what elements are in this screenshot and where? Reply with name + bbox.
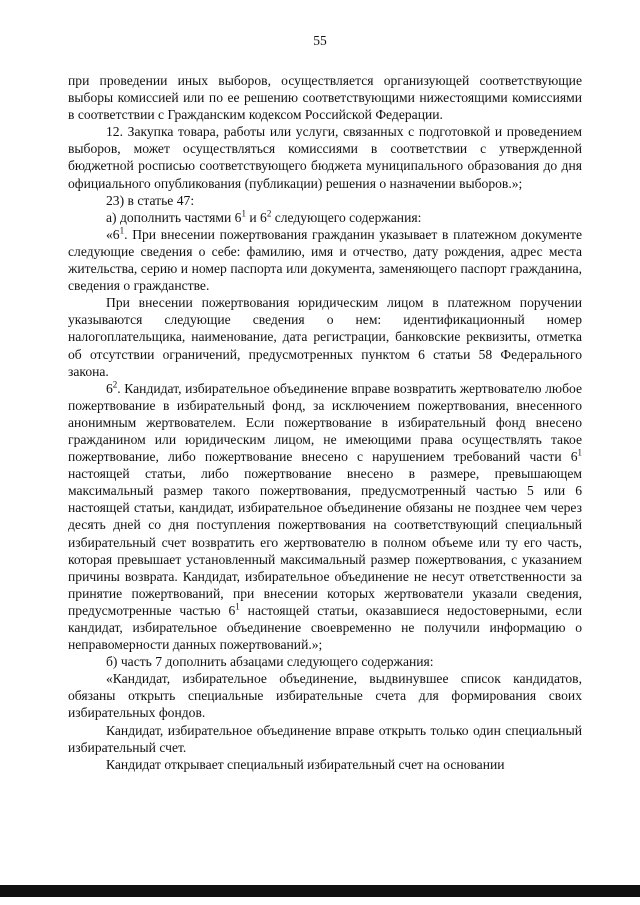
scan-border-bar — [0, 885, 640, 897]
paragraph-one-account: Кандидат, избирательное объединение вправе открыть только один специальный избирательный счет. — [68, 722, 582, 755]
paragraph-open-account: Кандидат открывает специальный избирательный счет на основании — [106, 756, 505, 772]
paragraph-continuation: при проведении иных выборов, осуществляется организующей соответствующие выборы комиссией или по ее решению соответствующими нижестоящими комиссиями в соответствии с Гражданским кодексом Российской Федерации. — [68, 73, 582, 123]
text-span: . При внесении пожертвования гражданин указывает в платежном документе следующие сведения о себе: фамилию, имя и отчество, дату рождения, адрес места жительства, серию и номер паспорта или документа, заменяющего паспорт гражданина, сведения о гражданстве. — [68, 226, 582, 294]
text-span: а) дополнить частями 6 — [106, 209, 242, 225]
text-span: 6 — [106, 380, 113, 396]
superscript: 2 — [266, 208, 272, 219]
paragraph-item-23: 23) в статье 47: — [106, 192, 195, 208]
text-span: . Кандидат, избирательное объединение вправе возвратить жертвователю любое пожертвование в избирательный фонд, за исключением пожертвования, внесенного анонимным жертвователем. Если пожертвование в избирательный фонд внесено гражданином или юридическим лицом, не имеющими права осуществлять такое пожертвование, либо пожертвование внесено с нарушением требований части 6 — [68, 380, 582, 465]
paragraph-quote-start: «Кандидат, избирательное объединение, выдвинувшее список кандидатов, обязаны открыть специальные избирательные счета для формирования своих избирательных фондов. — [68, 671, 582, 721]
paragraph-subitem-a — [68, 209, 582, 226]
text-span: настоящей статьи, оказавшиеся недостоверными, если кандидат, избирательное объединение своевременно не получили информацию о неправомерности данных пожертвований.»; — [68, 602, 583, 653]
paragraph-item-12: 12. Закупка товара, работы или услуги, связанных с подготовкой и проведением выборов, может осуществляться комиссиями в соответствии с утвержденной бюджетной росписью соответствующего бюджета муниципального образования до дня официального опубликования (публикации) решения о назначении выборов.»; — [68, 124, 582, 191]
text-span: настоящей статьи, либо пожертвование внесено в размере, превышающем максимальный размер такого пожертвования, предусмотренный частью 5 или 6 настоящей статьи, кандидат, избирательное объединение обязаны не позднее чем через десять дней со дня поступления пожертвования на соответствующий специальный избирательный счет возвратить его жертвователю в полном объеме или ту его часть, которая превышает установленный максимальный размер пожертвования, с указанием причины возврата. Кандидат, избирательное объединение не несут ответственности за принятие пожертвований, при внесении которых жертвователи указали сведения, предусмотренные частью 6 — [68, 466, 582, 618]
paragraph-subitem-b: б) часть 7 дополнить абзацами следующего содержания: — [106, 654, 434, 670]
paragraph-part-6-1 — [68, 226, 582, 294]
superscript: 1 — [577, 447, 582, 458]
superscript: 2 — [112, 379, 118, 390]
superscript: 1 — [241, 208, 246, 219]
superscript: 1 — [119, 225, 125, 236]
page-number: 55 — [313, 33, 327, 48]
text-span: следующего содержания: — [271, 209, 422, 225]
document-body — [68, 72, 582, 773]
text-span: «6 — [106, 226, 120, 242]
paragraph-part-6-2 — [68, 380, 582, 654]
text-span: и 6 — [245, 209, 267, 225]
paragraph-legal-entity: При внесении пожертвования юридическим лицом в платежном поручении указываются следующие сведения о нем: идентификационный номер налогоплательщика, наименование, дата регистрации, банковские реквизиты, отметка об отсутствии ограничений, предусмотренных пунктом 6 статьи 58 Федерального закона. — [68, 295, 582, 379]
superscript: 1 — [235, 601, 240, 612]
